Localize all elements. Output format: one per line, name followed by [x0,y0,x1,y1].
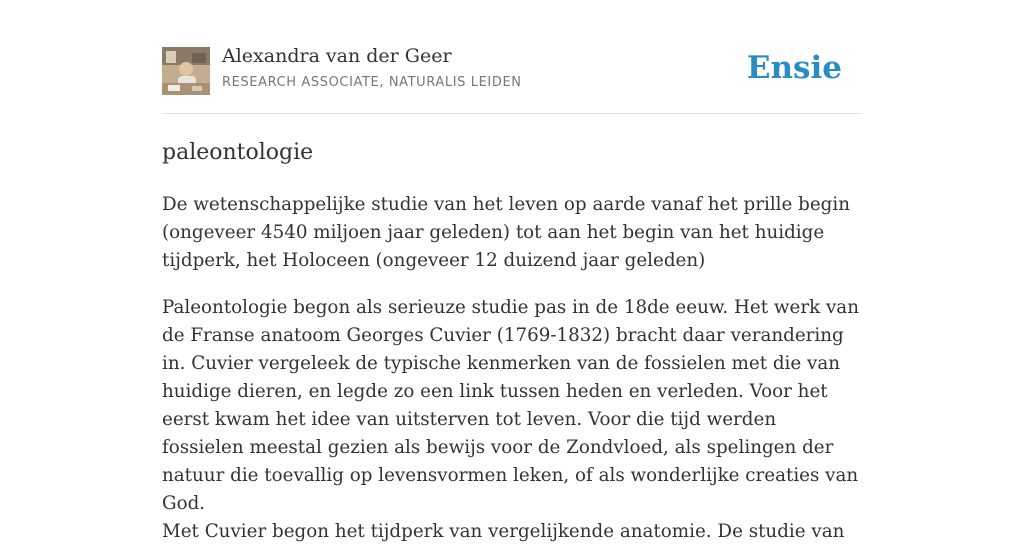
author-name[interactable]: Alexandra van der Geer [222,45,452,67]
entry-term: paleontologie [162,140,314,165]
brand-logo[interactable]: Ensie [746,50,842,86]
entry-header [162,0,862,114]
author-avatar[interactable] [162,47,210,95]
entry-paragraph: Paleontologie begon als serieuze studie pas in de 18de eeuw. Het werk van de Franse anatoom Georges Cuvier (1769-1832) bracht daar verandering in. Cuvier vergeleek de typische kenmerken van de fossielen met die van huidige dieren, en legde zo een link tussen heden en verleden. Voor het eerst kwam het idee van uitsterven tot leven. Voor die tijd werden fossielen meestal gezien als bewijs voor de Zondvloed, als spelingen der natuur die toevallig op levensvormen leken, of als wonderlijke creaties van God. [162,297,859,514]
avatar-photo-icon [162,47,210,95]
entry-definition: De wetenschappelijke studie van het leven op aarde vanaf het prille begin (ongeveer 4540 miljoen jaar geleden) tot aan het begin van het huidige tijdperk, het Holoceen (ongeveer 12 duizend jaar geleden) [162,194,850,271]
author-role: RESEARCH ASSOCIATE, NATURALIS LEIDEN [222,75,522,90]
entry-paragraph: Met Cuvier begon het tijdperk van vergelijkende anatomie. De studie van [162,521,845,542]
entry-card [162,0,862,546]
